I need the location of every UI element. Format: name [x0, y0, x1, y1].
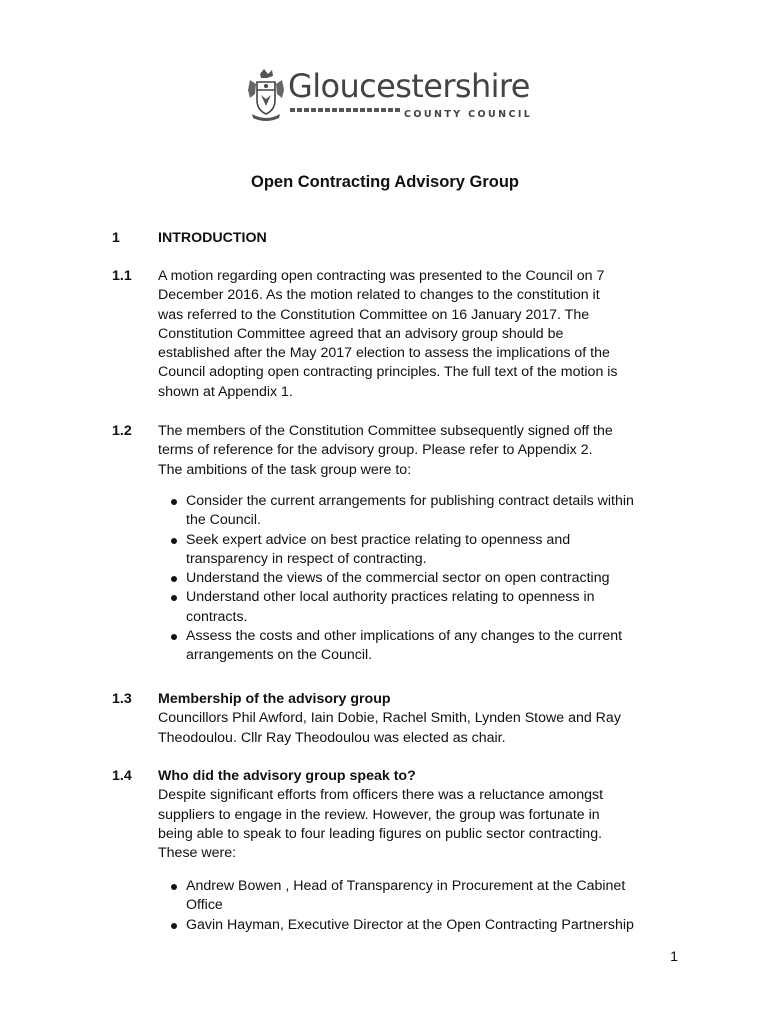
text-line: the Council. [186, 512, 261, 529]
page-number: 1 [670, 949, 678, 965]
text-line: transparency in respect of contracting. [186, 550, 427, 567]
paragraph-heading: Who did the advisory group speak to? [158, 768, 416, 784]
logo-subtitle: COUNTY COUNCIL [404, 109, 533, 120]
bullet-icon [171, 538, 177, 544]
text-line: Gavin Hayman, Executive Director at the Open Contracting Partnership [186, 916, 634, 933]
bullet-icon [171, 499, 177, 505]
paragraph-1-3 [158, 690, 688, 748]
text-line: Seek expert advice on best practice relating to openness and [186, 531, 571, 548]
text-line: A motion regarding open contracting was presented to the Council on 7 [158, 268, 605, 284]
paragraph-number: 1.1 [112, 268, 132, 284]
list-item [158, 627, 688, 666]
text-line: Theodoulou. Cllr Ray Theodoulou was elected as chair. [158, 729, 506, 746]
text-line: Andrew Bowen , Head of Transparency in Procurement at the Cabinet [186, 878, 626, 894]
section-number: 1 [112, 230, 120, 246]
bullet-icon [171, 595, 177, 601]
list-item [158, 877, 688, 916]
text-line: Consider the current arrangements for publishing contract details within [186, 493, 634, 509]
text-line: Understand the views of the commercial sector on open contracting [186, 570, 610, 587]
list-item [158, 569, 688, 588]
paragraph-number: 1.2 [112, 423, 132, 439]
text-line: being able to speak to four leading figures on public sector contracting. [158, 825, 603, 842]
text-line: shown at Appendix 1. [158, 383, 293, 400]
contacts-list [158, 877, 688, 935]
text-line: terms of reference for the advisory group. Please refer to Appendix 2. [158, 442, 593, 459]
bullet-icon [171, 576, 177, 582]
text-line: suppliers to engage in the review. However, the group was fortunate in [158, 806, 600, 823]
text-line: The ambitions of the task group were to: [158, 461, 412, 478]
coat-of-arms-icon [246, 68, 286, 124]
text-line: These were: [158, 845, 237, 862]
bullet-icon [171, 884, 177, 890]
paragraph-number: 1.3 [112, 691, 132, 707]
list-item [158, 531, 688, 570]
bullet-icon [171, 923, 177, 929]
paragraph-number: 1.4 [112, 768, 132, 784]
section-heading: INTRODUCTION [158, 230, 267, 246]
logo-dot-rule [290, 106, 400, 114]
text-line: contracts. [186, 608, 248, 625]
text-line: Office [186, 897, 223, 914]
paragraph-heading: Membership of the advisory group [158, 691, 391, 707]
text-line: arrangements on the Council. [186, 647, 373, 664]
council-logo [246, 66, 536, 126]
document-title: Open Contracting Advisory Group [251, 173, 519, 191]
logo-wordmark: Gloucestershire [288, 67, 530, 105]
text-line: Council adopting open contracting principles. The full text of the motion is [158, 364, 618, 381]
text-line: Despite significant efforts from officers there was a reluctance amongst [158, 787, 604, 804]
text-line: Constitution Committee agreed that an advisory group should be [158, 325, 564, 342]
text-line: The members of the Constitution Committee subsequently signed off the [158, 423, 613, 439]
list-item [158, 588, 688, 627]
paragraph-1-4 [158, 767, 688, 863]
text-line: Councillors Phil Awford, Iain Dobie, Rachel Smith, Lynden Stowe and Ray [158, 710, 621, 727]
text-line: Assess the costs and other implications of any changes to the current [186, 628, 623, 645]
text-line: was referred to the Constitution Committee on 16 January 2017. The [158, 306, 590, 323]
list-item [158, 916, 688, 935]
ambitions-list [158, 492, 688, 666]
text-line: December 2016. As the motion related to changes to the constitution it [158, 287, 600, 304]
text-line: Understand other local authority practices relating to openness in [186, 589, 595, 606]
text-line: established after the May 2017 election to assess the implications of the [158, 345, 610, 362]
paragraph-1-2 [158, 422, 688, 480]
paragraph-1-1 [158, 267, 688, 402]
list-item [158, 492, 688, 531]
bullet-icon [171, 634, 177, 640]
